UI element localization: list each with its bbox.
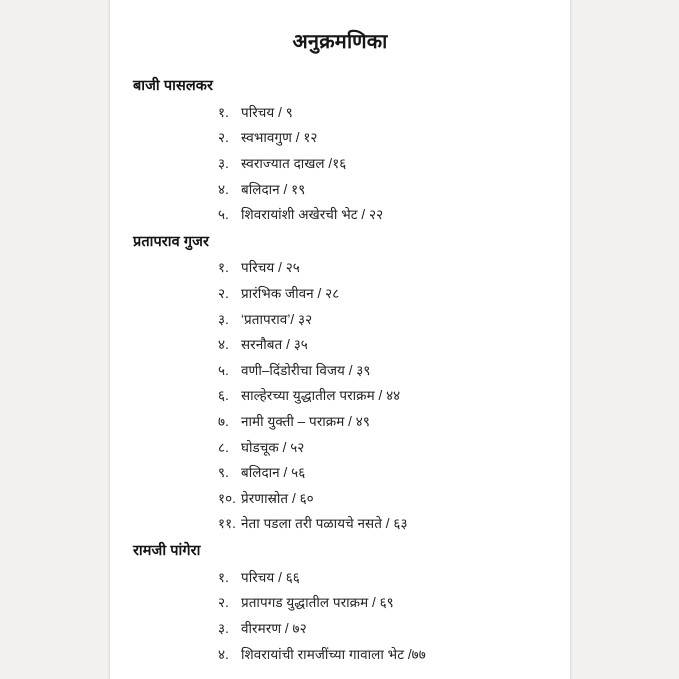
toc-entry-number: ३. <box>218 311 229 327</box>
toc-entry[interactable] <box>110 460 570 486</box>
toc-entry-number: ३. <box>218 155 229 171</box>
page-title: अनुक्रमणिका <box>292 31 388 53</box>
toc-entry[interactable] <box>110 409 570 435</box>
toc-entry[interactable] <box>110 565 570 591</box>
toc-entry-text: सरनौबत / ३५ <box>241 337 308 353</box>
toc-entry-text: शिवरायांशी अखेरची भेट / २२ <box>241 207 384 223</box>
toc-entry-number: १. <box>218 104 229 120</box>
toc-entry-text: साल्हेरच्या युद्धातील पराक्रम / ४४ <box>241 388 401 404</box>
toc-entry-number: ५. <box>218 362 229 378</box>
toc-entry-number: १. <box>218 569 229 585</box>
toc-entry-number: ८. <box>218 439 229 455</box>
toc-entry-number: १. <box>218 260 229 276</box>
toc-entry-list <box>110 255 570 537</box>
toc-entry[interactable] <box>110 486 570 512</box>
toc-entry-number: ११. <box>218 516 236 532</box>
toc-entry-text: वीरमरण / ७२ <box>241 620 307 636</box>
toc-entry-list <box>110 565 570 667</box>
toc-entry-number: २. <box>218 130 229 146</box>
toc-entry-text: परिचय / २५ <box>241 260 300 276</box>
toc-entry-text: वणी–दिंडोरीचा विजय / ३९ <box>241 362 371 378</box>
toc-entry-number: २. <box>218 595 229 611</box>
toc-entry-number: ४. <box>218 646 229 662</box>
toc-entry-text: शिवरायांची रामजींच्या गावाला भेट /७७ <box>241 646 426 662</box>
table-of-contents-page <box>110 0 570 679</box>
toc-entry-number: ३. <box>218 620 229 636</box>
toc-entry-text: बलिदान / ५६ <box>241 465 306 481</box>
toc-entry-text: स्वभावगुण / १२ <box>241 130 318 146</box>
toc-entry[interactable] <box>110 151 570 177</box>
toc-entry[interactable] <box>110 255 570 281</box>
toc-entry[interactable] <box>110 435 570 461</box>
toc-entry-text: ‘प्रतापराव’/ ३२ <box>241 311 313 327</box>
toc-entry-number: ६. <box>218 388 229 404</box>
toc-entry-text: परिचय / ९ <box>241 104 293 120</box>
toc-entry[interactable] <box>110 358 570 384</box>
toc-entry-text: परिचय / ६६ <box>241 569 300 585</box>
toc-entry-number: ४. <box>218 181 229 197</box>
toc-entry-text: घोडचूक / ५२ <box>241 439 305 455</box>
toc-section-heading: रामजी पांगेरा <box>133 543 201 559</box>
toc-section <box>110 232 570 537</box>
toc-section-heading: प्रतापराव गुजर <box>133 233 210 250</box>
toc-entry-number: ९. <box>218 465 229 481</box>
toc-entry[interactable] <box>110 642 570 668</box>
toc-entry-number: १०. <box>218 490 236 506</box>
toc-entry[interactable] <box>110 307 570 333</box>
toc-section-list <box>110 76 570 671</box>
toc-entry-number: ५. <box>218 207 229 223</box>
toc-entry-list <box>110 100 570 228</box>
toc-section <box>110 76 570 228</box>
toc-entry-number: २. <box>218 286 229 302</box>
toc-entry-number: ४. <box>218 337 229 353</box>
toc-entry[interactable] <box>110 100 570 126</box>
toc-entry-text: नेता पडला तरी पळायचे नसते / ६३ <box>241 516 408 532</box>
page-right-edge-shadow <box>570 0 573 679</box>
toc-entry-text: प्रेरणास्रोत / ६० <box>241 490 314 506</box>
toc-section-heading: बाजी पासलकर <box>133 78 214 94</box>
toc-entry-number: ७. <box>218 414 229 430</box>
toc-entry[interactable] <box>110 332 570 358</box>
toc-entry[interactable] <box>110 616 570 642</box>
scanned-page-sheet <box>110 0 570 679</box>
toc-entry-text: प्रतापगड युद्धातील पराक्रम / ६९ <box>241 595 394 611</box>
toc-section <box>110 541 570 667</box>
toc-entry[interactable] <box>110 511 570 537</box>
toc-entry[interactable] <box>110 383 570 409</box>
toc-entry-text: प्रारंभिक जीवन / २८ <box>241 286 340 302</box>
toc-entry[interactable] <box>110 590 570 616</box>
toc-entry-text: स्वराज्यात दाखल /१६ <box>241 155 347 171</box>
toc-entry[interactable] <box>110 125 570 151</box>
toc-entry[interactable] <box>110 281 570 307</box>
toc-entry[interactable] <box>110 202 570 228</box>
toc-entry-text: नामी युक्ती – पराक्रम / ४९ <box>241 414 370 430</box>
toc-entry-text: बलिदान / १९ <box>241 181 306 197</box>
toc-entry[interactable] <box>110 177 570 203</box>
